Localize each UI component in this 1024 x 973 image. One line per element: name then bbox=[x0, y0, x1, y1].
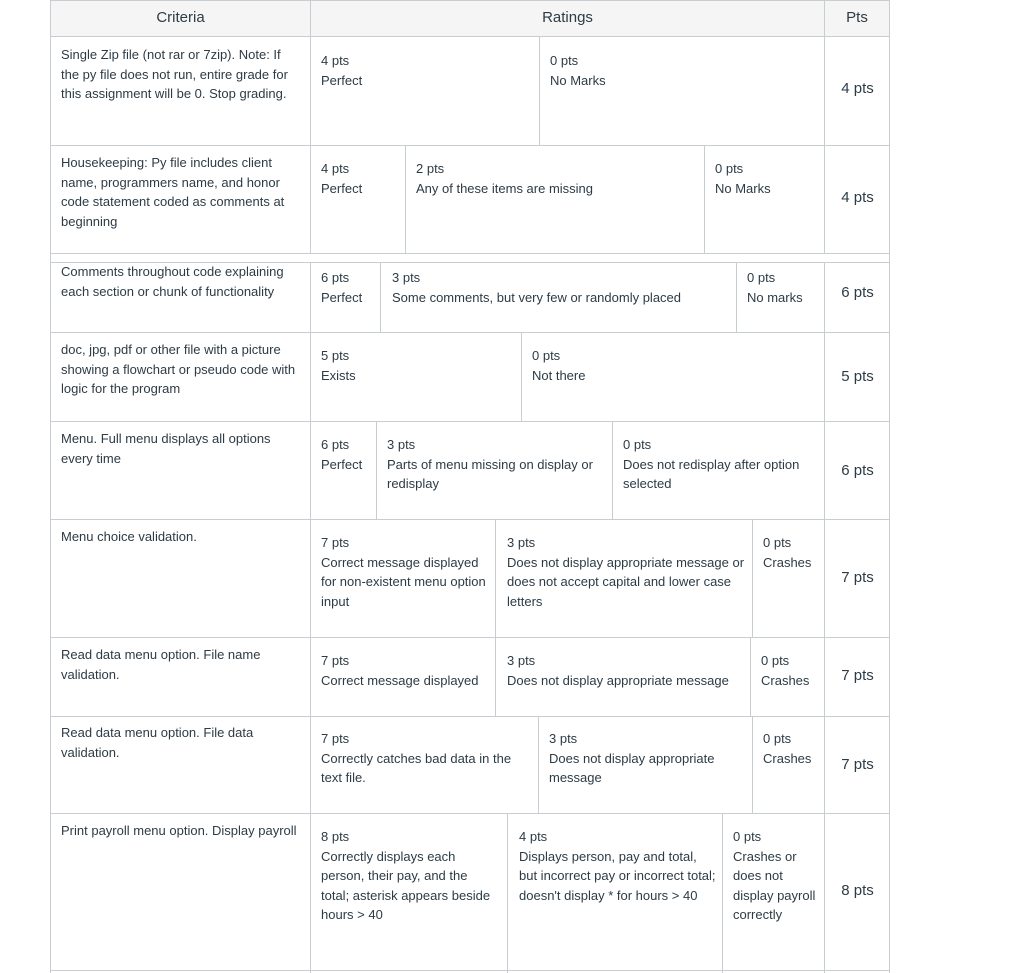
row-border bbox=[50, 716, 890, 717]
rating-points: 6 pts bbox=[321, 270, 350, 285]
rating-description: Perfect bbox=[321, 180, 363, 196]
criterion-text: Print payroll menu option. Display payroll bbox=[61, 823, 297, 838]
row-border bbox=[50, 519, 890, 520]
rating-points: 3 pts bbox=[549, 731, 578, 746]
rating-points: 3 pts bbox=[507, 535, 536, 550]
rating-description: Crashes bbox=[763, 750, 812, 766]
rating-points: 0 pts bbox=[761, 653, 790, 668]
criterion-text: Menu. Full menu displays all options every time bbox=[61, 431, 271, 466]
row-total-points: 6 pts bbox=[841, 462, 874, 479]
row-border bbox=[50, 0, 890, 1]
rating-cell bbox=[416, 159, 696, 198]
criterion-text: Single Zip file (not rar or 7zip). Note: If the py file does not run, entire grade for this assignment will be 0. Stop grading. bbox=[61, 47, 288, 101]
rating-points: 3 pts bbox=[387, 437, 416, 452]
rating-points: 4 pts bbox=[519, 829, 548, 844]
row-border bbox=[50, 332, 890, 333]
row-border bbox=[50, 970, 890, 971]
rating-description: Any of these items are missing bbox=[416, 180, 594, 196]
row-total-points: 5 pts bbox=[841, 368, 874, 385]
rating-points: 5 pts bbox=[321, 348, 350, 363]
rating-cell bbox=[321, 268, 377, 307]
rating-points: 0 pts bbox=[532, 348, 561, 363]
rating-divider bbox=[752, 520, 753, 637]
rating-divider bbox=[704, 146, 705, 253]
rating-cell bbox=[507, 533, 745, 611]
rating-divider bbox=[521, 333, 522, 421]
rating-points: 0 pts bbox=[715, 161, 744, 176]
rating-points: 0 pts bbox=[550, 53, 579, 68]
rating-description: Correctly catches bad data in the text file. bbox=[321, 750, 512, 785]
rating-points: 3 pts bbox=[392, 270, 421, 285]
rating-cell bbox=[733, 827, 821, 925]
rating-cell bbox=[761, 651, 821, 690]
rating-description: Perfect bbox=[321, 72, 363, 88]
rating-description: Does not display appropriate message bbox=[507, 672, 729, 688]
rating-divider bbox=[507, 814, 508, 973]
row-border bbox=[50, 813, 890, 814]
rating-cell bbox=[321, 435, 373, 474]
rating-cell bbox=[321, 729, 531, 788]
row-border bbox=[50, 145, 890, 146]
rating-cell bbox=[507, 651, 745, 690]
rating-cell bbox=[763, 533, 821, 572]
rating-cell bbox=[321, 827, 499, 925]
rating-divider bbox=[495, 638, 496, 716]
rating-description: Not there bbox=[532, 367, 586, 383]
rating-description: Crashes bbox=[761, 672, 810, 688]
rating-divider bbox=[539, 37, 540, 145]
criterion-text: Menu choice validation. bbox=[61, 529, 197, 544]
criterion-text: Read data menu option. File name validation. bbox=[61, 647, 261, 682]
rating-description: Parts of menu missing on display or redisplay bbox=[387, 456, 593, 491]
rating-description: Perfect bbox=[321, 456, 363, 472]
rating-divider bbox=[538, 717, 539, 813]
row-total-points: 7 pts bbox=[841, 569, 874, 586]
rating-divider bbox=[612, 422, 613, 519]
rating-points: 7 pts bbox=[321, 535, 350, 550]
rating-cell bbox=[392, 268, 727, 307]
rating-points: 4 pts bbox=[321, 53, 350, 68]
rating-cell bbox=[532, 346, 817, 385]
rating-points: 3 pts bbox=[507, 653, 536, 668]
rating-description: No Marks bbox=[715, 180, 771, 196]
rating-cell bbox=[549, 729, 744, 788]
rating-points: 0 pts bbox=[623, 437, 652, 452]
rating-points: 4 pts bbox=[321, 161, 350, 176]
row-total-points: 8 pts bbox=[841, 882, 874, 899]
criterion-text: Housekeeping: Py file includes client name, programmers name, and honor code statement coded as comments at beginning bbox=[61, 155, 285, 229]
rating-description: Correct message displayed bbox=[321, 672, 479, 688]
rating-description: Some comments, but very few or randomly placed bbox=[392, 289, 682, 305]
row-total-points: 4 pts bbox=[841, 189, 874, 206]
rating-description: Exists bbox=[321, 367, 356, 383]
rating-divider bbox=[405, 146, 406, 253]
rating-cell bbox=[321, 533, 489, 611]
rating-cell bbox=[321, 346, 511, 385]
rating-description: No marks bbox=[747, 289, 803, 305]
row-total-points: 7 pts bbox=[841, 667, 874, 684]
rating-cell bbox=[763, 729, 821, 768]
rating-divider bbox=[495, 520, 496, 637]
rating-description: Crashes or does not display payroll correctly bbox=[733, 848, 816, 922]
rating-description: Does not redisplay after option selected bbox=[623, 456, 800, 491]
rating-cell bbox=[550, 51, 820, 90]
rating-points: 0 pts bbox=[763, 731, 792, 746]
criterion-text: Read data menu option. File data validation. bbox=[61, 725, 254, 760]
rating-points: 2 pts bbox=[416, 161, 445, 176]
criterion-text: Comments throughout code explaining each section or chunk of functionality bbox=[61, 264, 284, 299]
rating-description: Displays person, pay and total, but incorrect pay or incorrect total; doesn't display * for hours > 40 bbox=[519, 848, 716, 903]
rating-description: No Marks bbox=[550, 72, 606, 88]
rating-description: Correct message displayed for non-existent menu option input bbox=[321, 554, 486, 609]
rating-divider bbox=[722, 814, 723, 973]
header-pts: Pts bbox=[825, 0, 889, 36]
rating-cell bbox=[321, 51, 531, 90]
rating-description: Does not display appropriate message bbox=[549, 750, 715, 785]
row-total-points: 4 pts bbox=[841, 80, 874, 97]
rating-cell bbox=[321, 159, 401, 198]
criterion-text: doc, jpg, pdf or other file with a picture showing a flowchart or pseudo code with logic for the program bbox=[61, 342, 296, 396]
rating-points: 0 pts bbox=[763, 535, 792, 550]
rating-points: 7 pts bbox=[321, 731, 350, 746]
rating-points: 7 pts bbox=[321, 653, 350, 668]
rating-description: Crashes bbox=[763, 554, 812, 570]
row-total-points: 6 pts bbox=[841, 284, 874, 301]
rating-cell bbox=[519, 827, 717, 905]
rating-divider bbox=[750, 638, 751, 716]
row-border bbox=[50, 421, 890, 422]
header-ratings: Ratings bbox=[311, 0, 824, 36]
header-criteria: Criteria bbox=[51, 0, 310, 36]
rating-cell bbox=[623, 435, 821, 494]
rating-points: 0 pts bbox=[747, 270, 776, 285]
rating-divider bbox=[752, 717, 753, 813]
rating-cell bbox=[747, 268, 822, 307]
rating-description: Perfect bbox=[321, 289, 363, 305]
row-total-points: 7 pts bbox=[841, 756, 874, 773]
rating-points: 8 pts bbox=[321, 829, 350, 844]
row-border bbox=[50, 36, 890, 37]
rating-cell bbox=[715, 159, 820, 198]
rating-cell bbox=[387, 435, 607, 494]
rating-description: Does not display appropriate message or does not accept capital and lower case letters bbox=[507, 554, 745, 609]
row-border bbox=[50, 637, 890, 638]
rating-divider bbox=[376, 422, 377, 519]
row-gap bbox=[51, 254, 889, 262]
rating-divider bbox=[380, 263, 381, 332]
rating-cell bbox=[321, 651, 493, 690]
rating-description: Correctly displays each person, their pay, and the total; asterisk appears beside hours > 40 bbox=[321, 848, 491, 922]
rating-points: 6 pts bbox=[321, 437, 350, 452]
rating-divider bbox=[736, 263, 737, 332]
rating-points: 0 pts bbox=[733, 829, 762, 844]
